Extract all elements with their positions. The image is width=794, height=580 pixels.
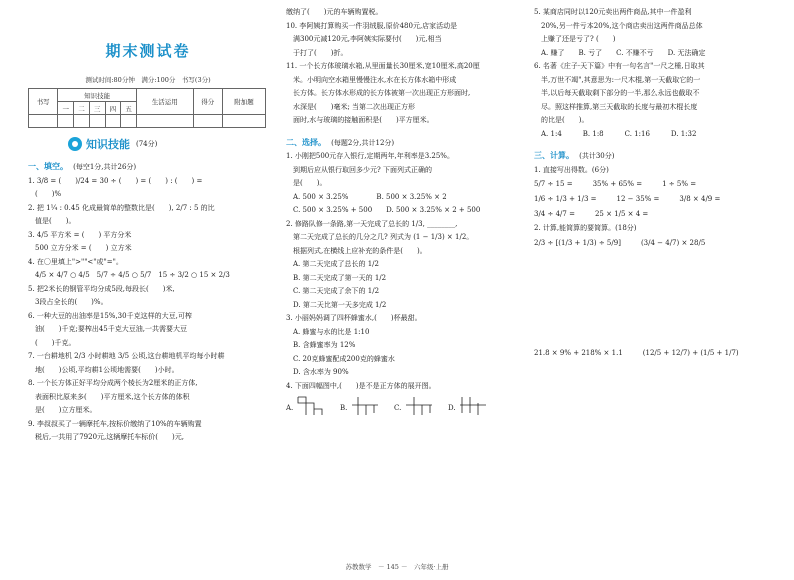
calc-question: 1. 直接写出得数。(6分) [534, 165, 609, 174]
question-line: 10. 李阿姨打算购买一件羽绒服,原价480元,店家活动是 [286, 21, 458, 30]
score-cell: 得分 [193, 89, 222, 115]
calc-row [534, 207, 784, 222]
part-title: 一、填空。 [28, 162, 68, 171]
score-cell: 知识技能 [58, 89, 137, 102]
question-line: 8. 一个长方体正好平均分成两个棱长为2厘米的正方体, [28, 379, 198, 387]
question-line: B. 含蜂蜜率为 12% [286, 341, 356, 349]
question-line: 6. 一种大豆的出油率是15%,30千克这样的大豆,可榨 [28, 311, 192, 320]
question-line: 的比是( )。 [534, 116, 589, 124]
score-cell [121, 115, 137, 128]
calc-row [534, 192, 784, 207]
score-cell [89, 115, 105, 128]
exam-meta: 测试时间:80分钟 满分:100分 书写(3分) [85, 76, 211, 84]
question-line: 3. 小丽妈妈调了四杯蜂蜜水,( )杯最甜。 [286, 314, 422, 322]
score-cell [136, 115, 193, 128]
question-line: 2. 修路队修一条路,第一天完成了总长的 1/3, ________, [286, 219, 458, 228]
part-heading [28, 154, 268, 175]
calc-item: 12 − 35% = [616, 195, 660, 203]
calc-item: 3/8 × 4/9 = [679, 195, 721, 203]
question-line: 3. 4/5 平方米 = ( ) 平方分米 [28, 230, 132, 239]
cube-net-d-icon [458, 395, 488, 417]
question-line: 6. 名著《庄子·天下篇》中有一句名言"一尺之棰,日取其 [534, 62, 705, 70]
section-title: 知识技能 [86, 138, 130, 151]
section-points: (74分) [136, 140, 158, 148]
question-line: D. 含水率为 90% [286, 368, 349, 376]
question-line: 是( )立方厘米。 [28, 406, 97, 414]
score-cell: 三 [89, 102, 105, 115]
score-cell: 附加题 [222, 89, 265, 115]
calc-item: (3/4 − 4/7) × 28/5 [640, 238, 706, 247]
net-figures [286, 395, 526, 417]
question-line: ( )% [28, 190, 62, 198]
question-line: 油( )千克;要榨出45千克大豆油,一共需要大豆 [28, 325, 187, 333]
cube-net-b-icon [350, 395, 380, 417]
question-line: 根据列式,在横线上应补充的条件是( )。 [286, 246, 427, 255]
score-cell [29, 115, 58, 128]
question-line: 3段占全长的( )%。 [28, 298, 108, 306]
calc-item: 1 ÷ 5% = [662, 180, 697, 188]
question-line: 4/5 × 4/7 ○ 4/5 5/7 ÷ 4/5 ○ 5/7 15 ÷ 3/2 ○ 15 × 2/3 [28, 271, 230, 279]
question-line: 1. 小刚把500元存入银行,定期两年,年利率是3.25%。 [286, 152, 454, 160]
page-title: 期末测试卷 [105, 42, 191, 60]
score-table [28, 88, 266, 128]
part-note: (共计30分) [579, 152, 615, 160]
question-line: A. 赚了 B. 亏了 C. 不赚不亏 D. 无法确定 [534, 48, 706, 57]
question-line: 20%,另一件亏本20%,这个商店卖出这两件商品总体 [534, 21, 703, 30]
question-line: 5. 某商店同时以120元卖出两件商品,其中一件盈利 [534, 8, 692, 16]
score-cell: 二 [74, 102, 90, 115]
calc-item: 25 × 1/5 × 4 = [594, 210, 649, 218]
part-title: 三、计算。 [534, 151, 574, 160]
figure-label: C. [394, 404, 402, 412]
question-line: 7. 一台耕地机 2/3 小时耕地 3/5 公顷,这台耕地机平均每小时耕 [28, 352, 225, 360]
column-middle [286, 6, 526, 417]
question-list [286, 150, 526, 393]
question-line: C. 500 × 3.25% + 500 D. 500 × 3.25% × 2 + 500 [286, 206, 481, 214]
question-line: D. 第二天比第一天多完成 1/2 [286, 300, 387, 309]
score-cell [105, 115, 121, 128]
question-line: A. 500 × 3.25% B. 500 × 3.25% × 2 [286, 192, 447, 201]
score-cell: 生活运用 [136, 89, 193, 115]
question-line: A. 蜂蜜与水的比是 1:10 [286, 327, 370, 336]
score-cell: 五 [121, 102, 137, 115]
question-line: 1. 3/8 = ( )/24 = 30 ÷ ( ) = ( ) : ( ) = [28, 176, 203, 185]
calc-item: 21.8 × 9% + 218% × 1.1 [534, 348, 623, 357]
question-line: ( )千克。 [28, 338, 76, 347]
column-left [28, 0, 268, 445]
question-list [534, 6, 784, 141]
score-table-row [29, 115, 266, 128]
calc-row [534, 236, 784, 346]
score-cell [222, 115, 265, 128]
question-line: 表面积比原来多( )平方厘米,这个长方体的体积 [28, 392, 190, 401]
question-line: 9. 李叔叔买了一辆摩托车,按标价缴纳了10%的车辆购置 [28, 419, 202, 428]
question-line: 缴纳了( )元的车辆购置税。 [286, 8, 383, 16]
calc-item: 5/7 ÷ 15 = [534, 180, 573, 188]
question-list [28, 175, 268, 445]
part-heading [286, 130, 526, 151]
calc-row [534, 346, 784, 361]
score-cell: 一 [58, 102, 74, 115]
question-line: 4. 下面四幅图中,( )是不是正方体的展开图。 [286, 381, 436, 390]
question-line: 4. 在〇里填上">""<"或"="。 [28, 257, 123, 266]
figure-label: D. [448, 404, 456, 412]
calc-item: 3/4 ÷ 4/7 = [534, 210, 575, 218]
question-line: 2. 把 1¼ : 0.45 化成最简单的整数比是( ), 2/7 : 5 的比 [28, 203, 215, 212]
question-line: 上赚了还是亏了? ( ) [534, 35, 616, 43]
section-header [68, 136, 268, 152]
question-line: B. 第二天完成了第一天的 1/2 [286, 273, 387, 282]
net-figure [448, 395, 488, 417]
question-line: A. 第二天完成了总长的 1/2 [286, 260, 379, 268]
score-cell [58, 115, 74, 128]
section-icon [68, 137, 82, 151]
score-cell: 书写 [29, 89, 58, 115]
figure-label: B. [340, 404, 348, 412]
question-line: C. 第二天完成了余下的 1/2 [286, 287, 380, 295]
score-table-row [29, 89, 266, 102]
figure-label: A. [286, 404, 294, 412]
page-footer: 苏教数学 － 145 － 六年级·上册 [345, 563, 449, 571]
part-title: 二、选择。 [286, 137, 326, 147]
question-line: 长方体。长方体水形成的长方体被第一次出现正方形面时, [286, 89, 471, 97]
column-right [534, 6, 784, 361]
question-line: C. 20克蜂蜜配成200克的蜂蜜水 [286, 354, 395, 363]
score-cell: 四 [105, 102, 121, 115]
question-line: 于打了( )折。 [286, 48, 348, 57]
score-cell [74, 115, 90, 128]
calc-item: 2/3 ÷ [(1/3 + 1/3) ÷ 5/9] [534, 238, 621, 247]
calc-item: (12/5 + 12/7) + (1/5 + 1/7) [642, 348, 739, 357]
net-figure [394, 395, 434, 417]
question-line: 米。小明向空水箱里慢慢注水,水在长方体水箱中形成 [286, 75, 457, 84]
question-line: 半,以后每天截取剩下部分的一半,那么永远也截取不 [534, 89, 700, 97]
cube-net-c-icon [404, 395, 434, 417]
question-line: A. 1:4 B. 1:8 C. 1:16 D. 1:32 [534, 129, 697, 138]
question-line: 尽。照这样推算,第三天截取的长度与最初木棍长度 [534, 102, 698, 111]
question-line: 值是( )。 [28, 217, 76, 225]
net-figure [286, 395, 326, 417]
question-line: 500 立方分米 = ( ) 立方米 [28, 244, 132, 252]
question-line: 地( )公顷,平均耕1公顷地需要( )小时。 [28, 365, 179, 374]
score-cell [193, 115, 222, 128]
question-line: 是( )。 [286, 179, 327, 187]
cube-net-a-icon [296, 395, 326, 417]
question-line: 税后,一共用了7920元,这辆摩托车标价( )元, [28, 433, 184, 441]
question-line: 半,万世不竭",其意思为:一尺木棍,第一天截取它的一 [534, 75, 701, 84]
question-line: 11. 一个长方体玻璃水箱,从里面量长30厘米,宽10厘米,高20厘 [286, 62, 480, 70]
question-line: 面时,水与玻璃的接触面积是( )平方厘米。 [286, 116, 434, 124]
calc-row [534, 177, 784, 192]
part-note: (每题2分,共计12分) [331, 138, 395, 147]
calc-item: 1/6 ÷ 1/3 + 1/3 = [534, 195, 597, 203]
question-list [286, 6, 526, 128]
question-line: 满300元减120元,李阿姨实际要付( )元,相当 [286, 35, 442, 43]
question-line: 水深是( )毫米; 当第二次出现正方形 [286, 102, 416, 111]
question-line: 第二天完成了总长的几分之几? 列式为 (1 − 1/3) × 1/2。 [286, 233, 474, 241]
part-note: (每空1分,共计26分) [73, 163, 137, 171]
question-line: 5. 把2米长的钢管平均分成5段,每段长( )米, [28, 284, 175, 293]
part-heading [534, 143, 784, 164]
calc-question: 2. 计算,能简算的要简算。(18分) [534, 224, 637, 232]
calc-item: 35% + 65% = [592, 180, 643, 188]
question-line: 到期后应从银行取回多少元? 下面列式正确的 [286, 165, 432, 174]
net-figure [340, 395, 380, 417]
